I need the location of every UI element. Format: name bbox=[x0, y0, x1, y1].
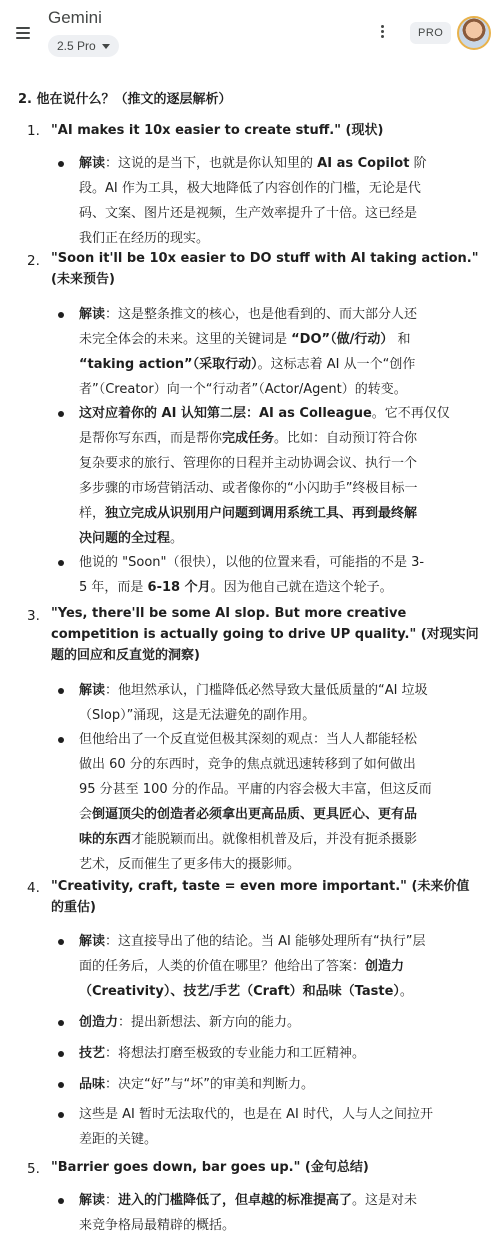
bullet-line bbox=[79, 476, 479, 501]
bullet-icon bbox=[58, 1112, 64, 1118]
text: ：这直接导出了他的结论。当 AI 能够处理所有“执行”层 bbox=[105, 934, 426, 949]
model-selector[interactable] bbox=[48, 35, 119, 57]
list-number: 1. bbox=[27, 123, 40, 139]
bold-text: 创造力 bbox=[365, 959, 405, 974]
text: 和 bbox=[393, 332, 411, 347]
bullet-line bbox=[79, 827, 479, 852]
bold-text: 味的东西 bbox=[79, 832, 132, 847]
pro-badge: PRO bbox=[410, 22, 451, 44]
bold-text: 品味 bbox=[79, 1077, 106, 1092]
text: 。比如：自动预订符合你 bbox=[274, 431, 418, 446]
bullet-line bbox=[79, 327, 479, 352]
bold-text: 解读 bbox=[79, 683, 106, 698]
text: 5 年，而是 bbox=[79, 580, 148, 595]
text: 者”（Creator）向一个“行动者”（Actor/Agent）的转变。 bbox=[79, 382, 407, 397]
text: 。 bbox=[170, 531, 184, 546]
bullet-line bbox=[79, 703, 479, 728]
model-label: 2.5 Pro bbox=[57, 39, 96, 53]
bullet-icon bbox=[58, 161, 64, 167]
bullet-line bbox=[79, 575, 479, 600]
bullet-line bbox=[79, 1010, 479, 1035]
chevron-down-icon bbox=[102, 44, 110, 49]
bullet-line bbox=[79, 852, 479, 877]
app-title: Gemini bbox=[48, 8, 102, 27]
text: 他说的 "Soon"（很快），以他的位置来看，可能指的不是 3- bbox=[79, 555, 425, 570]
text: 会 bbox=[79, 807, 93, 822]
text: ：提出新想法、新方向的能力。 bbox=[118, 1015, 301, 1030]
text: ：将想法打磨至极致的专业能力和工匠精神。 bbox=[105, 1046, 366, 1061]
bold-text: AI as Copilot bbox=[317, 156, 410, 171]
text: 。它不再仅仅 bbox=[371, 406, 450, 421]
bold-text: 决问题的全过程 bbox=[79, 531, 171, 546]
text: 是帮你写东西，而是帮你 bbox=[79, 431, 223, 446]
bullet-line bbox=[79, 302, 479, 327]
bullet-line bbox=[79, 352, 479, 377]
bullet-icon bbox=[58, 688, 64, 694]
text: ：这是整条推文的核心，也是他看到的、而大部分人还 bbox=[105, 307, 418, 322]
item-title: "Barrier goes down, bar goes up." (金句总结) bbox=[51, 1160, 369, 1175]
bold-text: 创造力 bbox=[79, 1015, 119, 1030]
text: 。这是对未 bbox=[352, 1193, 418, 1208]
list-number: 4. bbox=[27, 880, 40, 896]
text: 样， bbox=[79, 506, 106, 521]
text: 做出 60 分的东西时，竞争的焦点就迅速转移到了如何做出 bbox=[79, 757, 416, 772]
more-options-icon[interactable] bbox=[376, 23, 388, 45]
text: 。这标志着 AI 从一个“创作 bbox=[257, 357, 416, 372]
text: 我们正在经历的现实。 bbox=[79, 231, 210, 246]
bullet-line bbox=[79, 451, 479, 476]
item-title: "AI makes it 10x easier to create stuff." (现状) bbox=[51, 123, 384, 138]
bullet-icon bbox=[58, 560, 64, 566]
top-app-bar bbox=[0, 0, 504, 68]
bullet-line bbox=[79, 802, 479, 827]
text: 码、文案、图片还是视频，生产效率提升了十倍。这已经是 bbox=[79, 206, 418, 221]
bullet-line bbox=[79, 678, 479, 703]
text: 艺术，反而催生了更多伟大的摄影师。 bbox=[79, 857, 301, 872]
text: ：决定“好”与“坏”的审美和判断力。 bbox=[105, 1077, 314, 1092]
bullet-icon bbox=[58, 411, 64, 417]
bullet-line bbox=[79, 501, 479, 526]
bullet-line bbox=[79, 377, 479, 402]
list-number: 5. bbox=[27, 1161, 40, 1177]
bullet-icon bbox=[58, 939, 64, 945]
menu-icon[interactable] bbox=[12, 24, 34, 46]
bullet-line bbox=[79, 151, 479, 176]
bullet-line bbox=[79, 426, 479, 451]
list-number: 2. bbox=[27, 253, 40, 269]
bullet-line bbox=[79, 1127, 479, 1152]
bullet-line bbox=[79, 526, 479, 551]
bold-text: 倒逼顶尖的创造者必须拿出更高品质、更具匠心、更有品 bbox=[92, 807, 418, 822]
bullet-icon bbox=[58, 1198, 64, 1204]
text: 。因为他自己就在造这个轮子。 bbox=[210, 580, 393, 595]
text: 但他给出了一个反直觉但极其深刻的观点：当人人都能轻松 bbox=[79, 732, 418, 747]
bullet-icon bbox=[58, 1082, 64, 1088]
bold-text: 解读 bbox=[79, 934, 106, 949]
bullet-line bbox=[79, 1072, 479, 1097]
bold-text: 解读 bbox=[79, 156, 106, 171]
bullet-icon bbox=[58, 1051, 64, 1057]
item-title: "Creativity, craft, taste = even more important." (未来价值的重估) bbox=[51, 879, 470, 915]
text: 95 分甚至 100 分的作品。平庸的内容会极大丰富，但这反而 bbox=[79, 782, 432, 797]
bold-text: 完成任务 bbox=[222, 431, 275, 446]
avatar[interactable] bbox=[457, 16, 491, 50]
text: ：这说的是当下，也就是你认知里的 bbox=[105, 156, 318, 171]
bullet-line bbox=[79, 727, 479, 752]
bullet-line bbox=[79, 1041, 479, 1066]
text: 。 bbox=[399, 984, 413, 999]
list-number: 3. bbox=[27, 608, 40, 624]
text: 阶 bbox=[409, 156, 427, 171]
text: 面的任务后，人类的价值在哪里？他给出了答案： bbox=[79, 959, 366, 974]
bullet-line bbox=[79, 201, 479, 226]
text: 复杂要求的旅行、管理你的日程并主动协调会议、执行一个 bbox=[79, 456, 418, 471]
bold-text: “taking action”（采取行动） bbox=[79, 357, 258, 372]
text: 来竞争格局最精辟的概括。 bbox=[79, 1218, 236, 1233]
bullet-line bbox=[79, 1213, 479, 1238]
bold-text: 6-18 个月 bbox=[147, 580, 211, 595]
text: ：他坦然承认，门槛降低必然导致大量低质量的“AI 垃圾 bbox=[105, 683, 428, 698]
section-heading: 2. 他在说什么？（推文的逐层解析） bbox=[18, 92, 232, 107]
bullet-line bbox=[79, 954, 479, 979]
bullet-line bbox=[79, 176, 479, 201]
bold-text: 这对应着你的 AI 认知第二层：AI as Colleague bbox=[79, 406, 372, 421]
text: 这些是 AI 暂时无法取代的，也是在 AI 时代，人与人之间拉开 bbox=[79, 1107, 433, 1122]
bullet-line bbox=[79, 550, 479, 575]
bold-text: 解读 bbox=[79, 307, 106, 322]
bold-text: 技艺 bbox=[79, 1046, 106, 1061]
bullet-line bbox=[79, 752, 479, 777]
bullet-line bbox=[79, 401, 479, 426]
text: （Slop）”涌现，这是无法避免的副作用。 bbox=[79, 708, 316, 723]
bullet-icon bbox=[58, 1020, 64, 1026]
bold-text: 独立完成从识别用户问题到调用系统工具、再到最终解 bbox=[105, 506, 418, 521]
text: 差距的关键。 bbox=[79, 1132, 158, 1147]
item-title: "Soon it'll be 10x easier to DO stuff with AI taking action." (未来预告) bbox=[51, 251, 479, 287]
bullet-line bbox=[79, 979, 479, 1004]
bullet-line bbox=[79, 1102, 479, 1127]
bullet-icon bbox=[58, 737, 64, 743]
text: 未完全体会的未来。这里的关键词是 bbox=[79, 332, 292, 347]
bullet-line bbox=[79, 1188, 479, 1213]
item-title: "Yes, there'll be some AI slop. But more creative competition is actually going to drive UP quality." (对现实问题的回应和反直觉的洞察) bbox=[51, 606, 479, 663]
bold-text: 解读 bbox=[79, 1193, 106, 1208]
bullet-line bbox=[79, 929, 479, 954]
bullet-icon bbox=[58, 312, 64, 318]
bold-text: （Creativity）、技艺/手艺（Craft）和品味（Taste） bbox=[79, 984, 400, 999]
text: 段。AI 作为工具，极大地降低了内容创作的门槛，无论是代 bbox=[79, 181, 421, 196]
text: 才能脱颖而出。就像相机普及后，并没有扼杀摄影 bbox=[131, 832, 418, 847]
bold-text: “DO”（做/行动） bbox=[291, 332, 394, 347]
bullet-line bbox=[79, 777, 479, 802]
text: 多步骤的市场营销活动、或者像你的“小闪助手”终极目标一 bbox=[79, 481, 418, 496]
bold-text: 进入的门槛降低了，但卓越的标准提高了 bbox=[118, 1193, 353, 1208]
text: ： bbox=[105, 1193, 119, 1208]
